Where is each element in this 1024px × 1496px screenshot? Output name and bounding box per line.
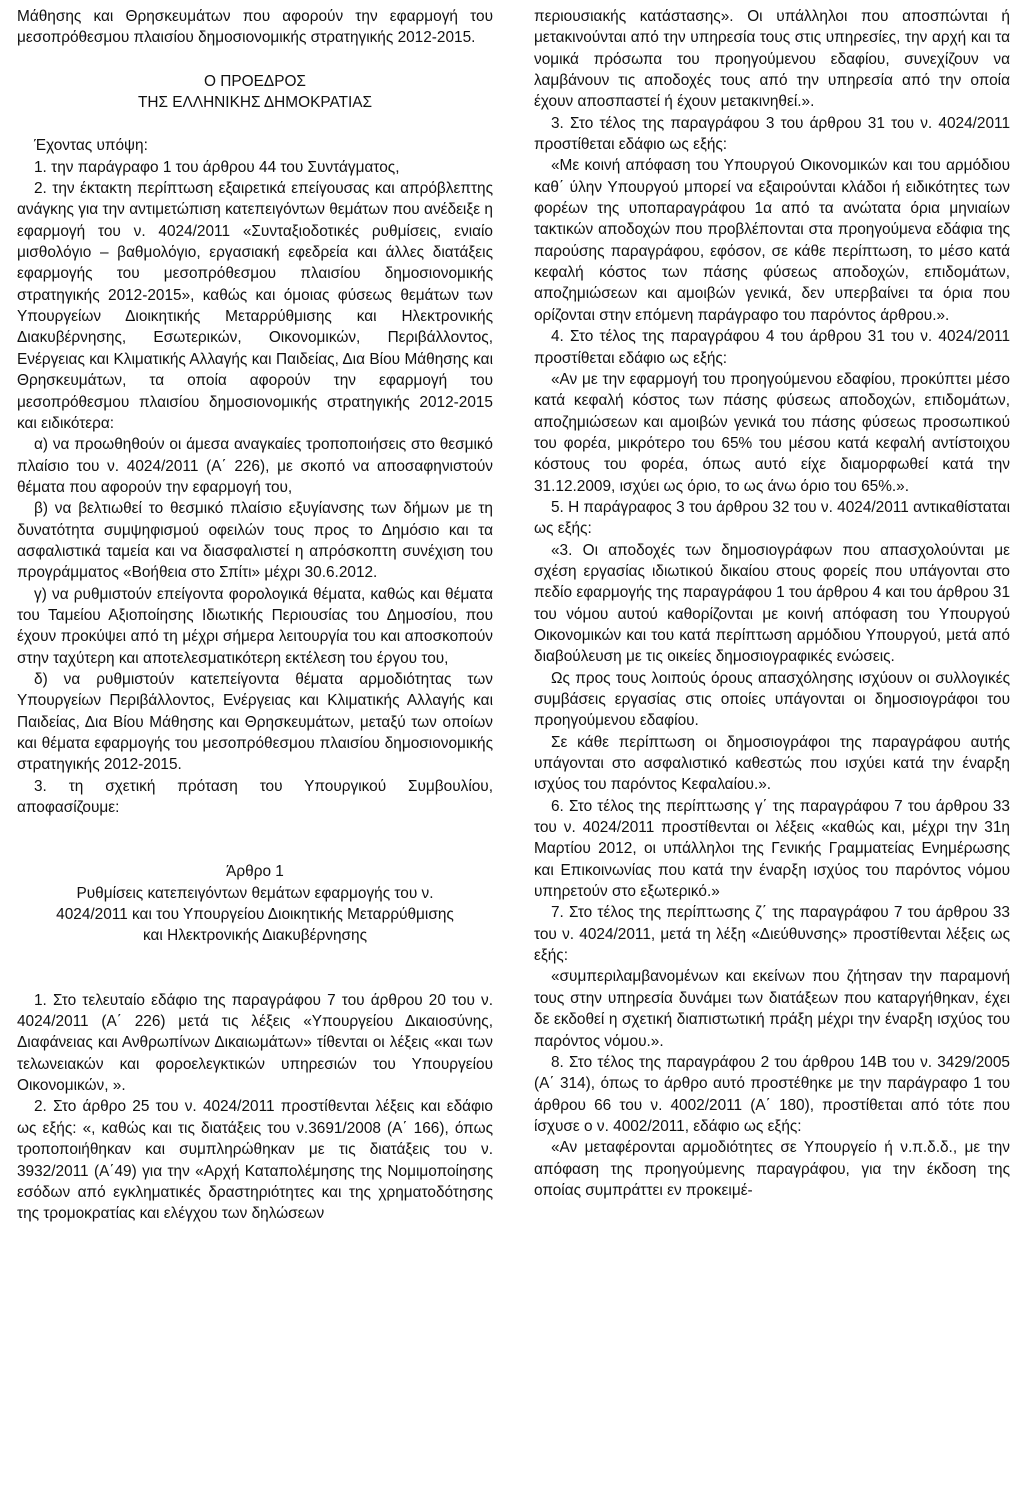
paragraph-7: 7. Στο τέλος της περίπτωσης ζ΄ της παραγράφου 7 του άρθρου 33 του ν. 4024/2011, μετά τη λέξη «Διεύθυνσης» προστίθενται λέξεις ως εξής: xyxy=(534,904,1010,965)
paragraph-5: 5. Η παράγραφος 3 του άρθρου 32 του ν. 4024/2011 αντικαθίσταται ως εξής: xyxy=(534,498,1010,538)
right-column xyxy=(534,6,1010,1496)
quote-8: «Αν μεταφέρονται αρμοδιότητες σε Υπουργείο ή ν.π.δ.δ., με την απόφαση της προηγούμενης παραγράφου, για την έκδοση της οποίας συμπράττει εν προκειμέ- xyxy=(534,1139,1010,1199)
considering-label: Έχοντας υπόψη: xyxy=(34,137,148,155)
spacer xyxy=(17,947,493,990)
quote-5c: Σε κάθε περίπτωση οι δημοσιογράφοι της παραγράφου αυτής υπάγονται στο ασφαλιστικό καθεστώς που ισχύει κατά την έναρξη ισχύος του παρόντος Κεφαλαίου.». xyxy=(534,733,1010,794)
republic-heading: ΤΗΣ ΕΛΛΗΝΙΚΗΣ ΔΗΜΟΚΡΑΤΙΑΣ xyxy=(137,94,373,112)
paragraph-6: 6. Στο τέλος της περίπτωσης γ΄ της παραγράφου 7 του άρθρου 33 του ν. 4024/2011 προστίθενται οι λέξεις «καθώς και, μέχρι την 31η Μαρτίου 2012, οι υπάλληλοι της Γενικής Γραμματείας Ενημέρωσης και Επικοινωνίας που κατά την έναρξη ισχύος του παρόντος νόμου υπηρετούν στο εξωτερικό.» xyxy=(534,797,1010,901)
continuation-text: περιουσιακής κατάστασης». Οι υπάλληλοι που αποσπώνται ή μετακινούνται από την υπηρεσία τους στις υπηρεσίες, την αρχή και τα νομικά πρόσωπα του προηγούμενου εδαφίου, συνεχίζουν να λαμβάνουν τις αποδοχές τους από την υπηρεσία από την οποία έχουν αποσπαστεί ή έχουν μετακινηθεί.». xyxy=(534,8,1010,111)
paragraph-8: 8. Στο τέλος της παραγράφου 2 του άρθρου 14Β του ν. 3429/2005 (Α΄ 314), όπως το άρθρο αυτό προστέθηκε με την παράγραφο 1 του άρθρου 66 του ν. 4002/2011 (Α΄ 180), προστίθεται από τότε που ίσχυσε ο ν. 4002/2011, εδάφιο ως εξής: xyxy=(534,1053,1010,1135)
article-title: Άρθρο 1 xyxy=(226,863,284,881)
article-paragraph-2: 2. Στο άρθρο 25 του ν. 4024/2011 προστίθενται λέξεις και εδάφιο ως εξής: «, καθώς και τις διατάξεις του ν.3691/2008 (Α΄ 166), όπως τροποποιήθηκαν και συμπληρώθηκαν με τις διατάξεις του ν. 3932/2011 (Α΄49) για την «Αρχή Καταπολέμησης της Νομιμοποίησης εσόδων από εγκληματικές δραστηριότητες και της χρηματοδότησης της τρομοκρατίας και ελέγχου των δηλώσεων xyxy=(17,1098,493,1223)
quote-5a: «3. Οι αποδοχές των δημοσιογράφων που απασχολούνται με σχέση εργασίας ιδιωτικού δικαίου στους φορείς που υπάγονται στο πεδίο εφαρμογής της παραγράφου 1 του άρθρου 4 και του άρθρου 31 του νόμου αυτού καθορίζονται με κοινή απόφαση του Υπουργού Οικονομικών και του κατά περίπτωση αρμόδιου Υπουργού, μετά από διαβούλευση με τις οικείες δημοσιογραφικές ενώσεις. xyxy=(534,541,1010,666)
article-paragraph-1: 1. Στο τελευταίο εδάφιο της παραγράφου 7 του άρθρου 20 του ν. 4024/2011 (Α΄ 226) μετά τις λέξεις «Υπουργείου Δικαιοσύνης, Διαφάνειας και Ανθρωπίνων Δικαιωμάτων» τίθενται οι λέξεις «και των τελωνειακών και φοροελεγκτικών υπηρεσιών του Υπουργείου Οικονομικών, ». xyxy=(17,991,493,1095)
considering-item-3: 3. τη σχετική πρόταση του Υπουργικού Συμβουλίου, αποφασίζουμε: xyxy=(17,777,493,817)
paragraph-4: 4. Στο τέλος της παραγράφου 4 του άρθρου 31 του ν. 4024/2011 προστίθεται εδάφιο ως εξής: xyxy=(534,328,1010,367)
quote-5b: Ως προς τους λοιπούς όρους απασχόλησης ισχύουν οι συλλογικές συμβάσεις εργασίας στις οποίες υπάγονται οι δημοσιογράφοι του προηγούμενου εδαφίου. xyxy=(534,669,1010,730)
considering-item-2: 2. την έκτακτη περίπτωση εξαιρετικά επείγουσας και απρόβλεπτης ανάγκης για την αντιμετώπιση κατεπειγόντων θεμάτων που ανέδειξε η εφαρμογή του ν. 4024/2011 «Συνταξιοδοτικές ρυθμίσεις, ενιαίο μισθολόγιο – βαθμολόγιο, εργασιακή εφεδρεία και άλλες διατάξεις εφαρμογής του μεσοπρόθεσμου πλαισίου δημοσιονομικής στρατηγικής 2012-2015», καθώς και όμοιας φύσεως θεμάτων των Υπουργείων Διοικητικής Μεταρρύθμισης και Ηλεκτρονικής Διακυβέρνησης, Εσωτερικών, Οικονομικών, Περιβάλλοντος, Ενέργειας και Κλιματικής Αλλαγής και Παιδείας, Δια Βίου Μάθησης και Θρησκευμάτων, τα οποία αφορούν την εφαρμογή του μεσοπρόθεσμου πλαισίου δημοσιονομικής στρατηγικής 2012-2015 και ειδικότερα: xyxy=(17,180,493,432)
spacer xyxy=(17,818,493,861)
spacer xyxy=(17,49,493,71)
quote-7: «συμπεριλαμβανομένων και εκείνων που ζήτησαν την παραμονή τους στην υπηρεσία δυνάμει των διατάξεων που καταργήθηκαν, έχει δε εκδοθεί η σχετική διαπιστωτική πράξη μέχρι την έναρξη ισχύος του παρόντος νόμου.». xyxy=(534,968,1010,1050)
paragraph-3: 3. Στο τέλος της παραγράφου 3 του άρθρου 31 του ν. 4024/2011 προστίθεται εδάφιο ως εξής: xyxy=(534,114,1010,154)
subitem-a: α) να προωθηθούν οι άμεσα αναγκαίες τροποποιήσεις στο θεσμικό πλαίσιο του ν. 4024/2011 (Α΄ 226), με σκοπό να αποσαφηνιστούν θέματα που αφορούν την εφαρμογή του, xyxy=(17,436,493,496)
president-heading: Ο ΠΡΟΕΔΡΟΣ xyxy=(204,72,306,90)
quote-3: «Με κοινή απόφαση του Υπουργού Οικονομικών και του αρμόδιου καθ΄ ύλην Υπουργού μπορεί να εξαιρούνται κλάδοι ή ειδικότητες των φορέων της υποπαραγράφου 1α από τα ανώτατα όρια μηνιαίων τακτικών αποδοχών που προβλέπονται στα προηγούμενα εδάφια της παρούσης παραγράφου, εφόσον, σε κάθε περίπτωση, το μέσο κατά κεφαλή κόστος των πάσης φύσεως αποδοχών, επιδομάτων, αποζημιώσεων και αμοιβών γενικά, δεν υπερβαίνει τα όρια που ορίζονται στην επόμενη παράγραφο του παρόντος άρθρου.». xyxy=(534,157,1010,324)
subitem-d: δ) να ρυθμιστούν κατεπείγοντα θέματα αρμοδιότητας των Υπουργείων Περιβάλλοντος, Ενέργειας και Κλιματικής Αλλαγής και Παιδείας, Δια Βίου Μάθησης και Θρησκευμάτων, μεταξύ των οποίων και θέματα εφαρμογής του μεσοπρόθεσμου πλαισίου δημοσιονομικής στρατηγικής 2012-2015. xyxy=(17,670,493,774)
subitem-b: β) να βελτιωθεί το θεσμικό πλαίσιο εξυγίανσης των δήμων με τη δυνατότητα συμψηφισμού οφειλών τους προς το Δημόσιο και τα ασφαλιστικά ταμεία και να διασφαλιστεί η απρόσκοπτη συνέχιση του προγράμματος «Βοήθεια στο Σπίτι» μέχρι 30.6.2012. xyxy=(17,500,493,582)
subitem-c: γ) να ρυθμιστούν επείγοντα φορολογικά θέματα, καθώς και θέματα του Ταμείου Αξιοποίησης Ιδιωτικής Περιουσίας του Δημοσίου, που έχουν προκύψει από τη μέχρι σήμερα λειτουργία του και αποσκοπούν στην ταχύτερη και αποτελεσματικότερη εκτέλεση του έργου του, xyxy=(17,585,493,667)
intro-text: Μάθησης και Θρησκευμάτων που αφορούν την εφαρμογή του μεσοπρόθεσμου πλαισίου δημοσιονομικής στρατηγικής 2012-2015. xyxy=(17,8,493,47)
article-subtitle: Ρυθμίσεις κατεπειγόντων θεμάτων εφαρμογής του ν. 4024/2011 και του Υπουργείου Διοικητικής Μεταρρύθμισης και Ηλεκτρονικής Διακυβέρνησης xyxy=(56,884,454,945)
quote-4: «Αν με την εφαρμογή του προηγούμενου εδαφίου, προκύπτει μέσο κατά κεφαλή κόστος των πάσης φύσεως αποδοχών, επιδομάτων, αποζημιώσεων και αμοιβών γενικά του πάσης φύσεως προσωπικού του φορέα, μικρότερο του 65% του μέσου κατά κεφαλή αντίστοιχου κόστους του φορέα, όπως αυτό είχε διαμορφωθεί κατά την 31.12.2009, ισχύει ως όριο, το ως άνω όριο του 65%.». xyxy=(534,370,1010,495)
considering-item-1: 1. την παράγραφο 1 του άρθρου 44 του Συντάγματος, xyxy=(34,158,400,176)
spacer xyxy=(17,113,493,135)
left-column xyxy=(17,6,493,1496)
